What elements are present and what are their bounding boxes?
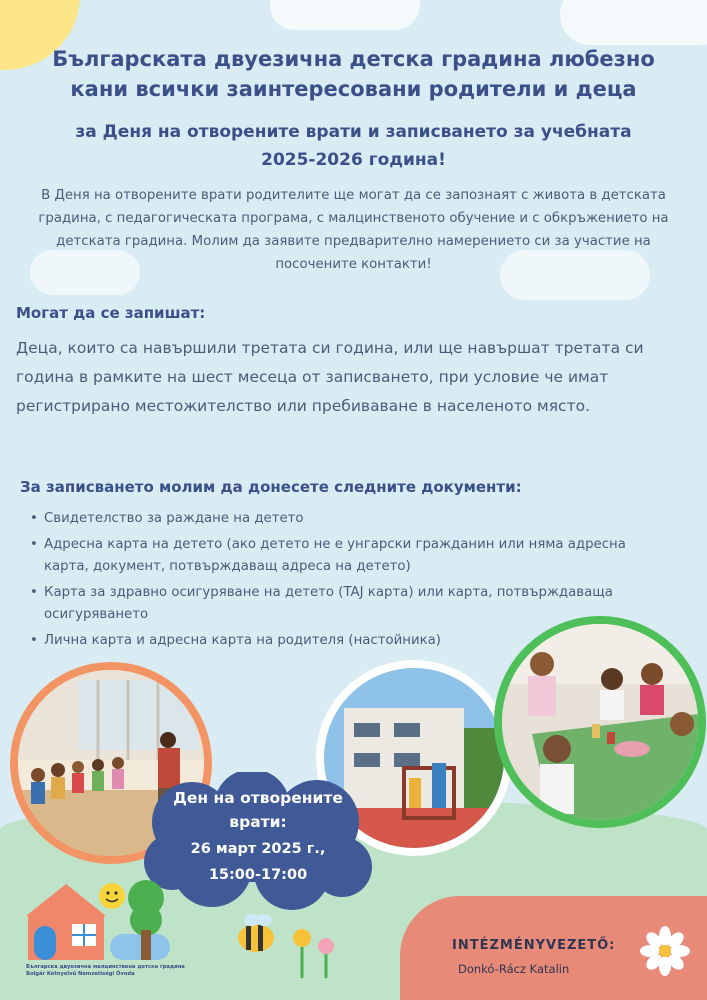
event-heading [0,118,707,174]
open-day-title: Ден на отворените [173,789,343,807]
cloud-decoration [560,0,707,45]
documents-title: За записването молим да донесете следните документи: [20,478,522,496]
bee-flowers-decoration [232,912,342,982]
cloud-decoration [270,0,420,30]
daisy-icon [640,926,690,976]
eligibility-title: Могат да се запишат: [16,304,206,322]
list-item: • Адресна карта на детето (ако детето не е унгарски гражданин или няма адресна карта, документ, потвърждаващ адреса на детето) [30,534,670,578]
kids-table-photo [494,616,706,828]
heading-line: 2025-2026 година! [261,150,446,170]
open-day-title: врати: [229,813,287,831]
open-day-date: 26 март 2025 г., [190,841,326,857]
director-label: INTÉZMÉNYVEZETŐ: [452,938,616,953]
eligibility-text: Деца, които са навършили третата си година, или ще навършат третата си година в рамките на шест месеца от записването, при условие че имат регистрирано местожителство или пребиваване в населеното място. [16,339,644,415]
open-day-info [150,786,366,886]
heading-line: Българската двуезична детска градина любезно [52,47,655,71]
kindergarten-logo [22,876,188,964]
list-item: • Свидетелство за раждане на детето [30,508,670,530]
logo-text: Bolgár Kétnyelvű Nemzetiségi Óvoda [26,971,135,977]
heading-line: за Деня на отворените врати и записването за учебната [75,122,632,142]
logo-text: Българска двуезична малцинствена детска градина [26,964,185,970]
director-name: Donkó-Rácz Katalin [458,962,570,976]
intro-paragraph: В Деня на отворените врати родителите ще могат да се запознаят с живота в детската градина, с педагогическата програма, с малцинственото обучение и с обкръжението на детската градина. Молим да заявите предварително намерението си за участие на посочените контакти! [38,188,669,272]
list-item: • Карта за здравно осигуряване на детето (TAJ карта) или карта, потвърждаваща осигуряването [30,582,670,626]
invitation-heading [0,44,707,104]
heading-line: кани всички заинтересовани родители и деца [70,77,637,101]
open-day-time: 15:00-17:00 [208,867,308,883]
list-item: • Лична карта и адресна карта на родителя (настойника) [30,630,670,652]
logo-caption [26,964,216,978]
